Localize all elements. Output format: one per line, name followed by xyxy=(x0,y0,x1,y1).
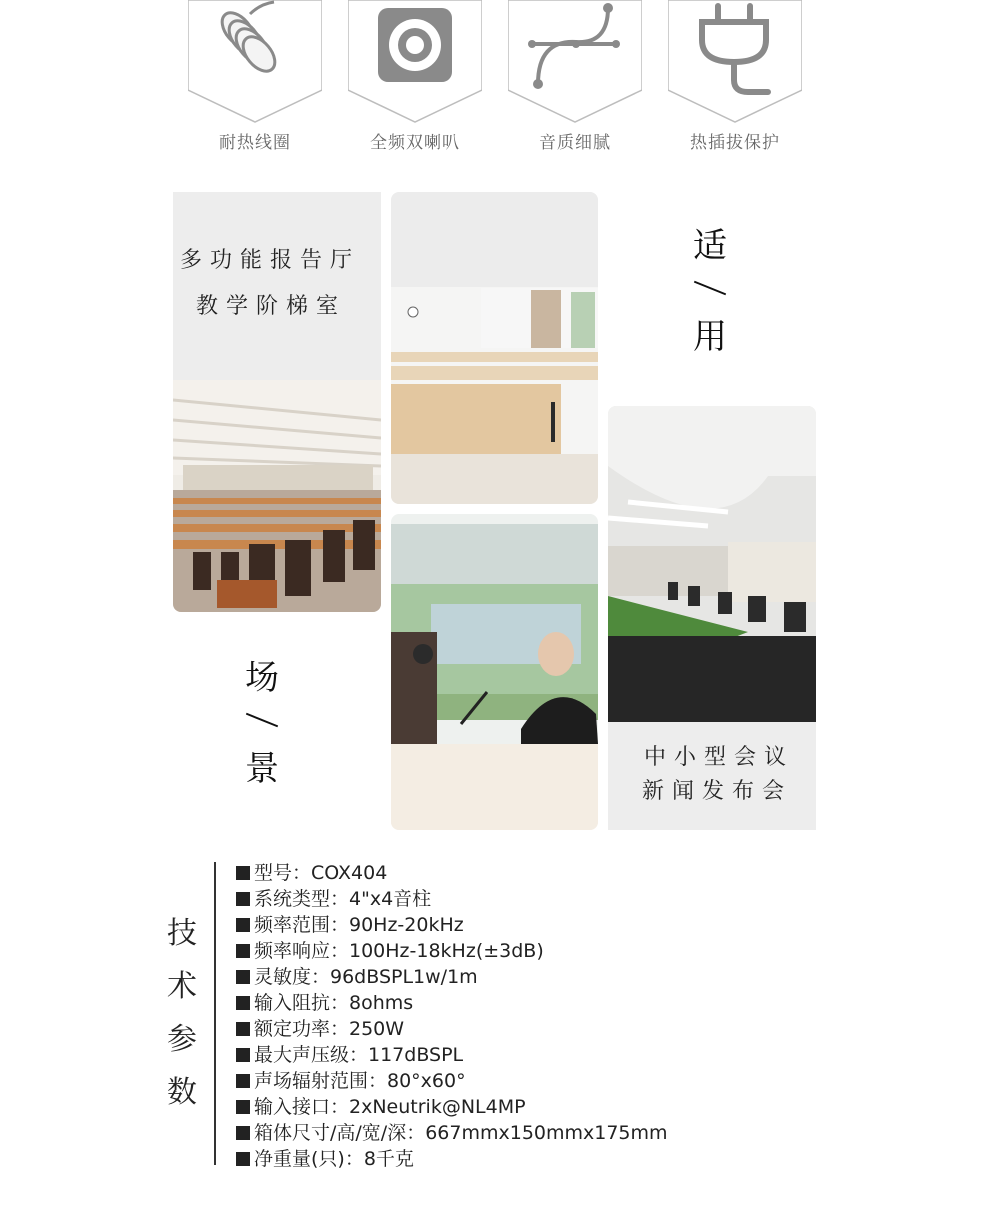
apply-vertical-text xyxy=(680,218,740,358)
spec-text: 灵敏度：96dBSPL1w/1m xyxy=(254,966,478,988)
square-bullet-icon xyxy=(236,918,250,932)
spec-item xyxy=(236,886,668,912)
specs-divider xyxy=(214,862,216,1165)
specs-title-char: 术 xyxy=(167,969,197,1004)
spec-item xyxy=(236,990,668,1016)
specs-title-char: 参 xyxy=(167,1022,197,1057)
plug-icon xyxy=(668,0,802,124)
scene-char: 场 xyxy=(245,658,279,698)
spec-item xyxy=(236,860,668,886)
square-bullet-icon xyxy=(236,996,250,1010)
spec-text: 系统类型：4"x4音柱 xyxy=(254,888,432,910)
spec-item xyxy=(236,964,668,990)
slash-divider xyxy=(694,281,726,296)
spec-item xyxy=(236,912,668,938)
specs-title-char: 技 xyxy=(167,916,197,951)
spec-item xyxy=(236,1016,668,1042)
coil-icon xyxy=(188,0,322,124)
square-bullet-icon xyxy=(236,892,250,906)
square-bullet-icon xyxy=(236,1100,250,1114)
meeting-room-photo xyxy=(608,406,816,724)
feature-label: 耐热线圈 xyxy=(219,133,291,153)
feature-label: 音质细腻 xyxy=(539,133,611,153)
spec-text: 最大声压级：117dBSPL xyxy=(254,1044,464,1066)
spec-text: 型号：COX404 xyxy=(254,862,388,884)
spec-item xyxy=(236,1042,668,1068)
scene-vertical-text xyxy=(232,650,292,790)
specs-list xyxy=(236,860,668,1172)
scene-label: 教学阶梯室 xyxy=(196,294,347,319)
square-bullet-icon xyxy=(236,1074,250,1088)
spec-text: 声场辐射范围：80°x60° xyxy=(254,1070,466,1092)
scene-label: 中小型会议 xyxy=(644,745,795,770)
feature-hot-plug xyxy=(668,0,802,160)
scene-char: 景 xyxy=(245,749,279,789)
spec-text: 频率响应：100Hz-18kHz(±3dB) xyxy=(254,940,544,962)
curve-path-icon xyxy=(508,0,642,124)
spec-text: 输入接口：2xNeutrik@NL4MP xyxy=(254,1096,526,1118)
feature-label: 全频双喇叭 xyxy=(370,133,460,153)
feature-dual-speaker xyxy=(348,0,482,160)
apply-char: 用 xyxy=(693,317,727,357)
auditorium-photo xyxy=(173,380,381,612)
square-bullet-icon xyxy=(236,970,250,984)
specs-title-char: 数 xyxy=(167,1075,197,1110)
scene-label: 新闻发布会 xyxy=(642,779,793,804)
scene-panel-left xyxy=(173,192,381,382)
feature-heat-coil xyxy=(188,0,322,160)
spec-text: 箱体尺寸/高/宽/深：667mmx150mmx175mm xyxy=(254,1122,668,1144)
press-conference-photo xyxy=(391,514,598,830)
square-bullet-icon xyxy=(236,866,250,880)
square-bullet-icon xyxy=(236,1022,250,1036)
spec-text: 净重量(只)：8千克 xyxy=(254,1148,414,1170)
square-bullet-icon xyxy=(236,1048,250,1062)
spec-text: 频率范围：90Hz-20kHz xyxy=(254,914,464,936)
slash-divider xyxy=(246,713,278,728)
square-bullet-icon xyxy=(236,944,250,958)
spec-item xyxy=(236,1068,668,1094)
speaker-icon xyxy=(348,0,482,124)
square-bullet-icon xyxy=(236,1152,250,1166)
spec-item xyxy=(236,1120,668,1146)
feature-label: 热插拔保护 xyxy=(690,133,780,153)
feature-fine-sound xyxy=(508,0,642,160)
lecture-room-photo xyxy=(391,192,598,504)
apply-char: 适 xyxy=(693,226,727,266)
spec-text: 输入阻抗：8ohms xyxy=(254,992,414,1014)
spec-item xyxy=(236,938,668,964)
spec-item xyxy=(236,1146,668,1172)
specs-title xyxy=(162,908,202,1120)
spec-text: 额定功率：250W xyxy=(254,1018,405,1040)
spec-item xyxy=(236,1094,668,1120)
square-bullet-icon xyxy=(236,1126,250,1140)
scene-label: 多功能报告厅 xyxy=(180,248,361,273)
